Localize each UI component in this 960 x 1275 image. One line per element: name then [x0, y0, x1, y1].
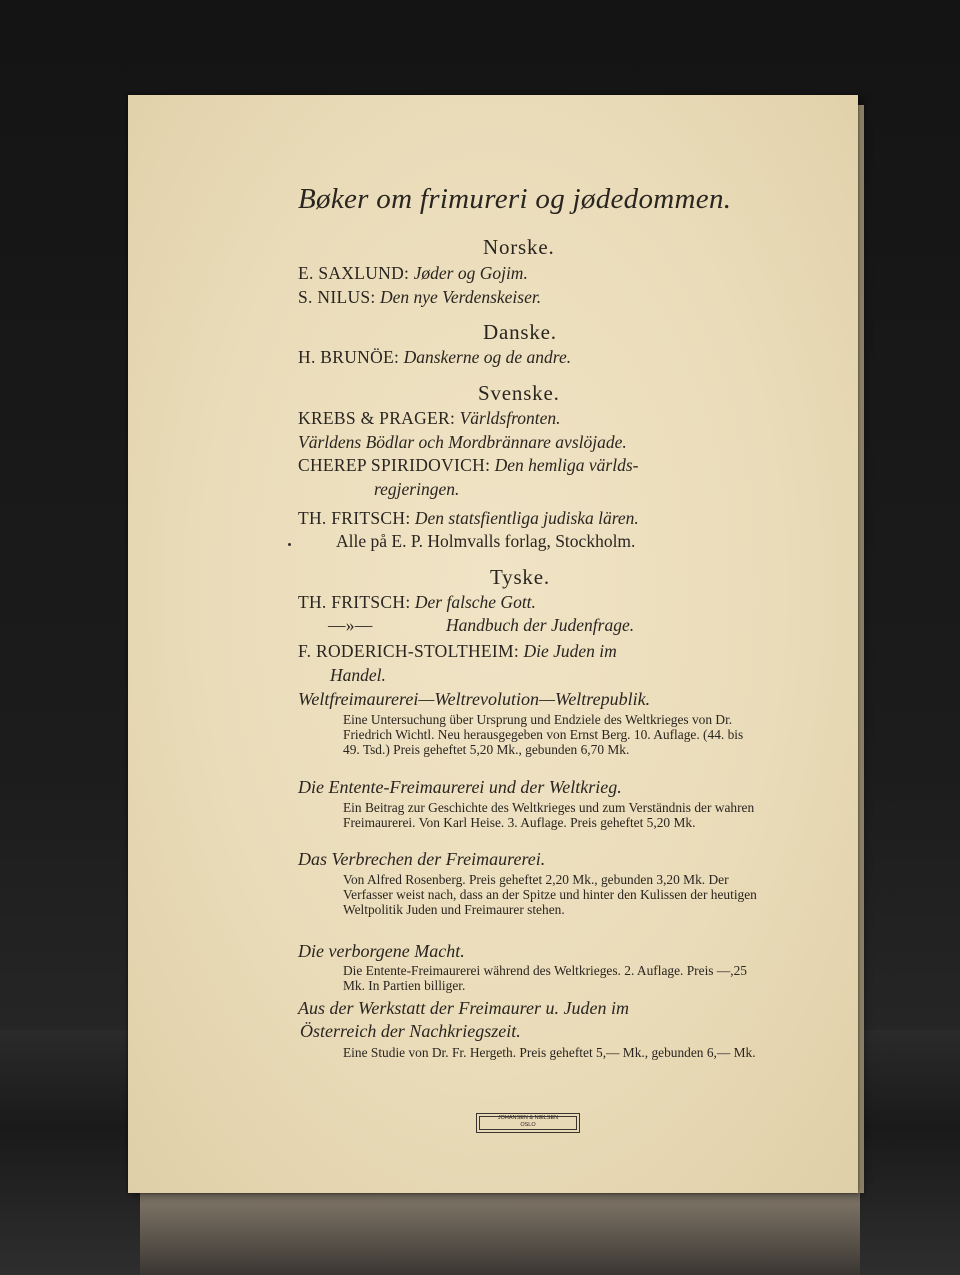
- book-description: Die Entente-Freimaurerei während des Weltkrieges. 2. Auflage. Preis —,25 Mk. In Partien billiger.: [343, 963, 747, 994]
- book-title: Danskerne og de andre.: [403, 347, 572, 367]
- author: KREBS & PRAGER:: [298, 408, 456, 428]
- book-description: Ein Beitrag zur Geschichte des Weltkrieges und zum Verständnis der wahren Freimaurerei. Von Karl Heise. 3. Auflage. Preis geheftet 5,20 Mk.: [343, 800, 755, 831]
- author: TH. FRITSCH:: [298, 508, 411, 528]
- book-title: Weltfreimaurerei—Weltrevolution—Weltrepublik.: [298, 689, 651, 709]
- book-title: Den statsfientliga judiska lären.: [414, 508, 639, 528]
- book-description: Von Alfred Rosenberg. Preis geheftet 2,20 Mk., gebunden 3,20 Mk. Der Verfasser weist nach, dass an der Spitze und hinter den Kulissen der heutigen Weltpolitik Juden und Freimaurer stehen.: [343, 872, 757, 918]
- book-title: Den nye Verdenskeiser.: [379, 287, 542, 307]
- list-item: [328, 615, 634, 636]
- list-item: [298, 641, 617, 662]
- book-title: Die verborgene Macht.: [298, 941, 465, 961]
- list-item: [298, 347, 571, 368]
- ditto-mark: —»—: [328, 615, 373, 635]
- list-item-continuation: [374, 479, 459, 500]
- heading-svenske: Svenske.: [478, 381, 560, 405]
- book-title: Handel.: [330, 665, 386, 685]
- book-title: regjeringen.: [374, 479, 460, 499]
- book-title: Das Verbrechen der Freimaurerei.: [298, 849, 546, 869]
- publisher-note: Alle på E. P. Holmvalls forlag, Stockholm.: [336, 531, 636, 551]
- book-title: Aus der Werkstatt der Freimaurer u. Juden im: [298, 998, 629, 1018]
- printer-city: OSLO: [520, 1122, 536, 1128]
- heading-danske: Danske.: [483, 320, 557, 344]
- list-item: [298, 287, 541, 308]
- list-item: [298, 455, 638, 476]
- author: CHEREP SPIRIDOVICH:: [298, 455, 491, 475]
- list-item: [298, 432, 627, 453]
- speck: [288, 543, 291, 546]
- list-item: [298, 408, 561, 429]
- book-title: Den hemliga världs-: [494, 455, 639, 475]
- book-title: Handbuch der Judenfrage.: [446, 615, 635, 635]
- book-description: Eine Studie von Dr. Fr. Hergeth. Preis geheftet 5,— Mk., gebunden 6,— Mk.: [343, 1045, 756, 1060]
- heading-tyske: Tyske.: [490, 565, 550, 589]
- author: S. NILUS:: [298, 287, 376, 307]
- author: TH. FRITSCH:: [298, 592, 411, 612]
- list-item: [298, 508, 639, 529]
- author: H. BRUNÖE:: [298, 347, 400, 367]
- book-title: Världsfronten.: [459, 408, 561, 428]
- book-title-continuation: Österreich der Nachkriegszeit.: [300, 1021, 521, 1041]
- book-title: Jøder og Gojim.: [413, 263, 528, 283]
- list-item: [298, 592, 536, 613]
- book-title: Die Juden im: [523, 641, 617, 661]
- printer-name: JOHANSEN & NIELSEN: [497, 1115, 559, 1121]
- author: F. RODERICH-STOLTHEIM:: [298, 641, 520, 661]
- book-base: [140, 1185, 860, 1275]
- book-title: Världens Bödlar och Mordbrännare avslöjade.: [298, 432, 627, 452]
- page-title: Bøker om frimureri og jødedommen.: [298, 183, 732, 215]
- book-back-cover: [128, 95, 858, 1193]
- book-description: Eine Untersuchung über Ursprung und Endziele des Weltkrieges von Dr. Friedrich Wichtl. Neu herausgegeben von Ernst Berg. 10. Auflage. (44. bis 49. Tsd.) Preis geheftet 5,20 Mk., gebunden 6,70 Mk.: [343, 712, 744, 758]
- author: E. SAXLUND:: [298, 263, 410, 283]
- heading-norske: Norske.: [483, 235, 555, 259]
- printer-mark: [476, 1113, 580, 1133]
- list-item-continuation: [330, 665, 386, 686]
- book-title: Der falsche Gott.: [414, 592, 536, 612]
- book-title: Die Entente-Freimaurerei und der Weltkrieg.: [298, 777, 622, 797]
- list-item: [298, 263, 528, 284]
